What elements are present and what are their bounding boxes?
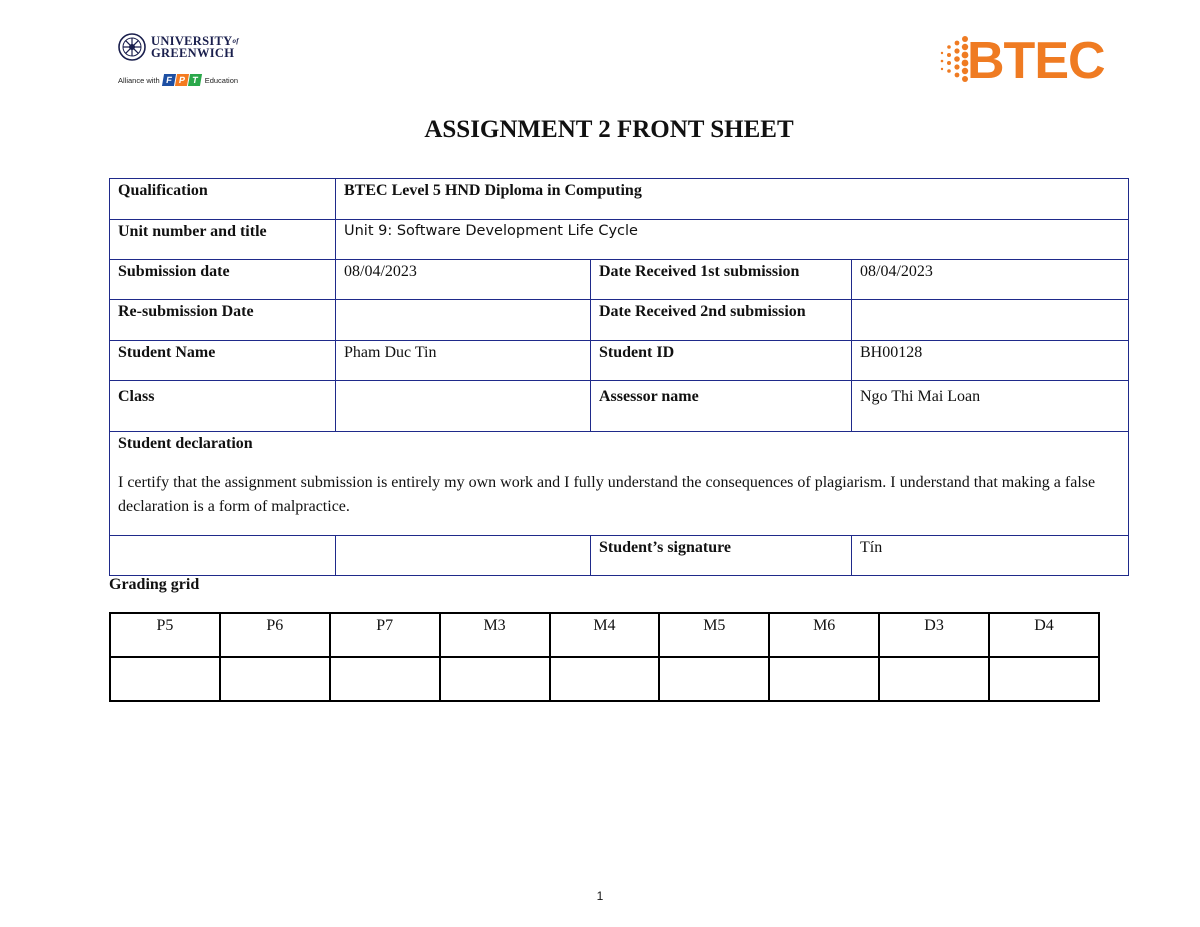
signature-label: Student’s signature	[591, 536, 852, 576]
grade-cell	[989, 657, 1099, 701]
grade-cell	[330, 657, 440, 701]
empty-cell	[110, 536, 336, 576]
unit-value: Unit 9: Software Development Life Cycle	[336, 220, 1129, 260]
grade-header: M5	[659, 613, 769, 657]
unit-label: Unit number and title	[110, 220, 336, 260]
declaration-cell	[110, 432, 1129, 536]
grade-cell	[879, 657, 989, 701]
table-row	[110, 381, 1129, 432]
student-id-label: Student ID	[591, 341, 852, 381]
table-row	[110, 341, 1129, 381]
submission-date-label: Submission date	[110, 260, 336, 300]
grade-header: P7	[330, 613, 440, 657]
signature-value: Tín	[852, 536, 1129, 576]
university-greenwich-logo	[118, 33, 258, 95]
grade-cell	[110, 657, 220, 701]
qualification-value: BTEC Level 5 HND Diploma in Computing	[336, 179, 1129, 220]
fpt-logo: F P T	[163, 74, 202, 86]
table-row	[110, 179, 1129, 220]
table-row	[110, 432, 1129, 536]
resubmission-date-label: Re-submission Date	[110, 300, 336, 341]
student-name-value: Pham Duc Tin	[336, 341, 591, 381]
date-received-2-label: Date Received 2nd submission	[591, 300, 852, 341]
grading-grid-value-row	[110, 657, 1099, 701]
resubmission-date-value	[336, 300, 591, 341]
empty-cell	[336, 536, 591, 576]
grade-header: P5	[110, 613, 220, 657]
class-label: Class	[110, 381, 336, 432]
front-sheet-table	[109, 178, 1129, 576]
grade-header: M6	[769, 613, 879, 657]
grade-cell	[220, 657, 330, 701]
grade-header: D3	[879, 613, 989, 657]
table-row	[110, 260, 1129, 300]
submission-date-value: 08/04/2023	[336, 260, 591, 300]
assessor-value: Ngo Thi Mai Loan	[852, 381, 1129, 432]
page-number: 1	[596, 889, 604, 903]
grade-header: M4	[550, 613, 660, 657]
student-name-label: Student Name	[110, 341, 336, 381]
date-received-1-label: Date Received 1st submission	[591, 260, 852, 300]
declaration-text: I certify that the assignment submission is entirely my own work and I fully understand the consequences of plagiarism. I understand that making a false declaration is a form of malpractice.	[118, 474, 1096, 515]
grade-header: P6	[220, 613, 330, 657]
grading-grid-table	[109, 612, 1100, 702]
fpt-alliance: Alliance with F P T Education	[118, 75, 239, 85]
class-value	[336, 381, 591, 432]
grade-header: D4	[989, 613, 1099, 657]
btec-dots-icon	[935, 33, 971, 89]
grade-header: M3	[440, 613, 550, 657]
date-received-2-value	[852, 300, 1129, 341]
grading-grid-label: Grading grid	[109, 576, 200, 593]
qualification-label: Qualification	[110, 179, 336, 220]
grade-cell	[659, 657, 769, 701]
grading-grid-header-row	[110, 613, 1099, 657]
student-id-value: BH00128	[852, 341, 1129, 381]
table-row	[110, 536, 1129, 576]
table-row	[110, 220, 1129, 260]
page-title: ASSIGNMENT 2 FRONT SHEET	[424, 116, 794, 143]
grade-cell	[440, 657, 550, 701]
grade-cell	[769, 657, 879, 701]
date-received-1-value: 08/04/2023	[852, 260, 1129, 300]
assessor-label: Assessor name	[591, 381, 852, 432]
btec-logo	[935, 30, 1121, 92]
btec-wordmark: BTEC	[967, 32, 1105, 90]
university-name: $UNIVERSITY^{of}$ GREENWICH	[151, 34, 239, 60]
declaration-heading: Student declaration	[118, 435, 253, 452]
grade-cell	[550, 657, 660, 701]
university-seal-icon	[118, 33, 146, 61]
table-row	[110, 300, 1129, 341]
